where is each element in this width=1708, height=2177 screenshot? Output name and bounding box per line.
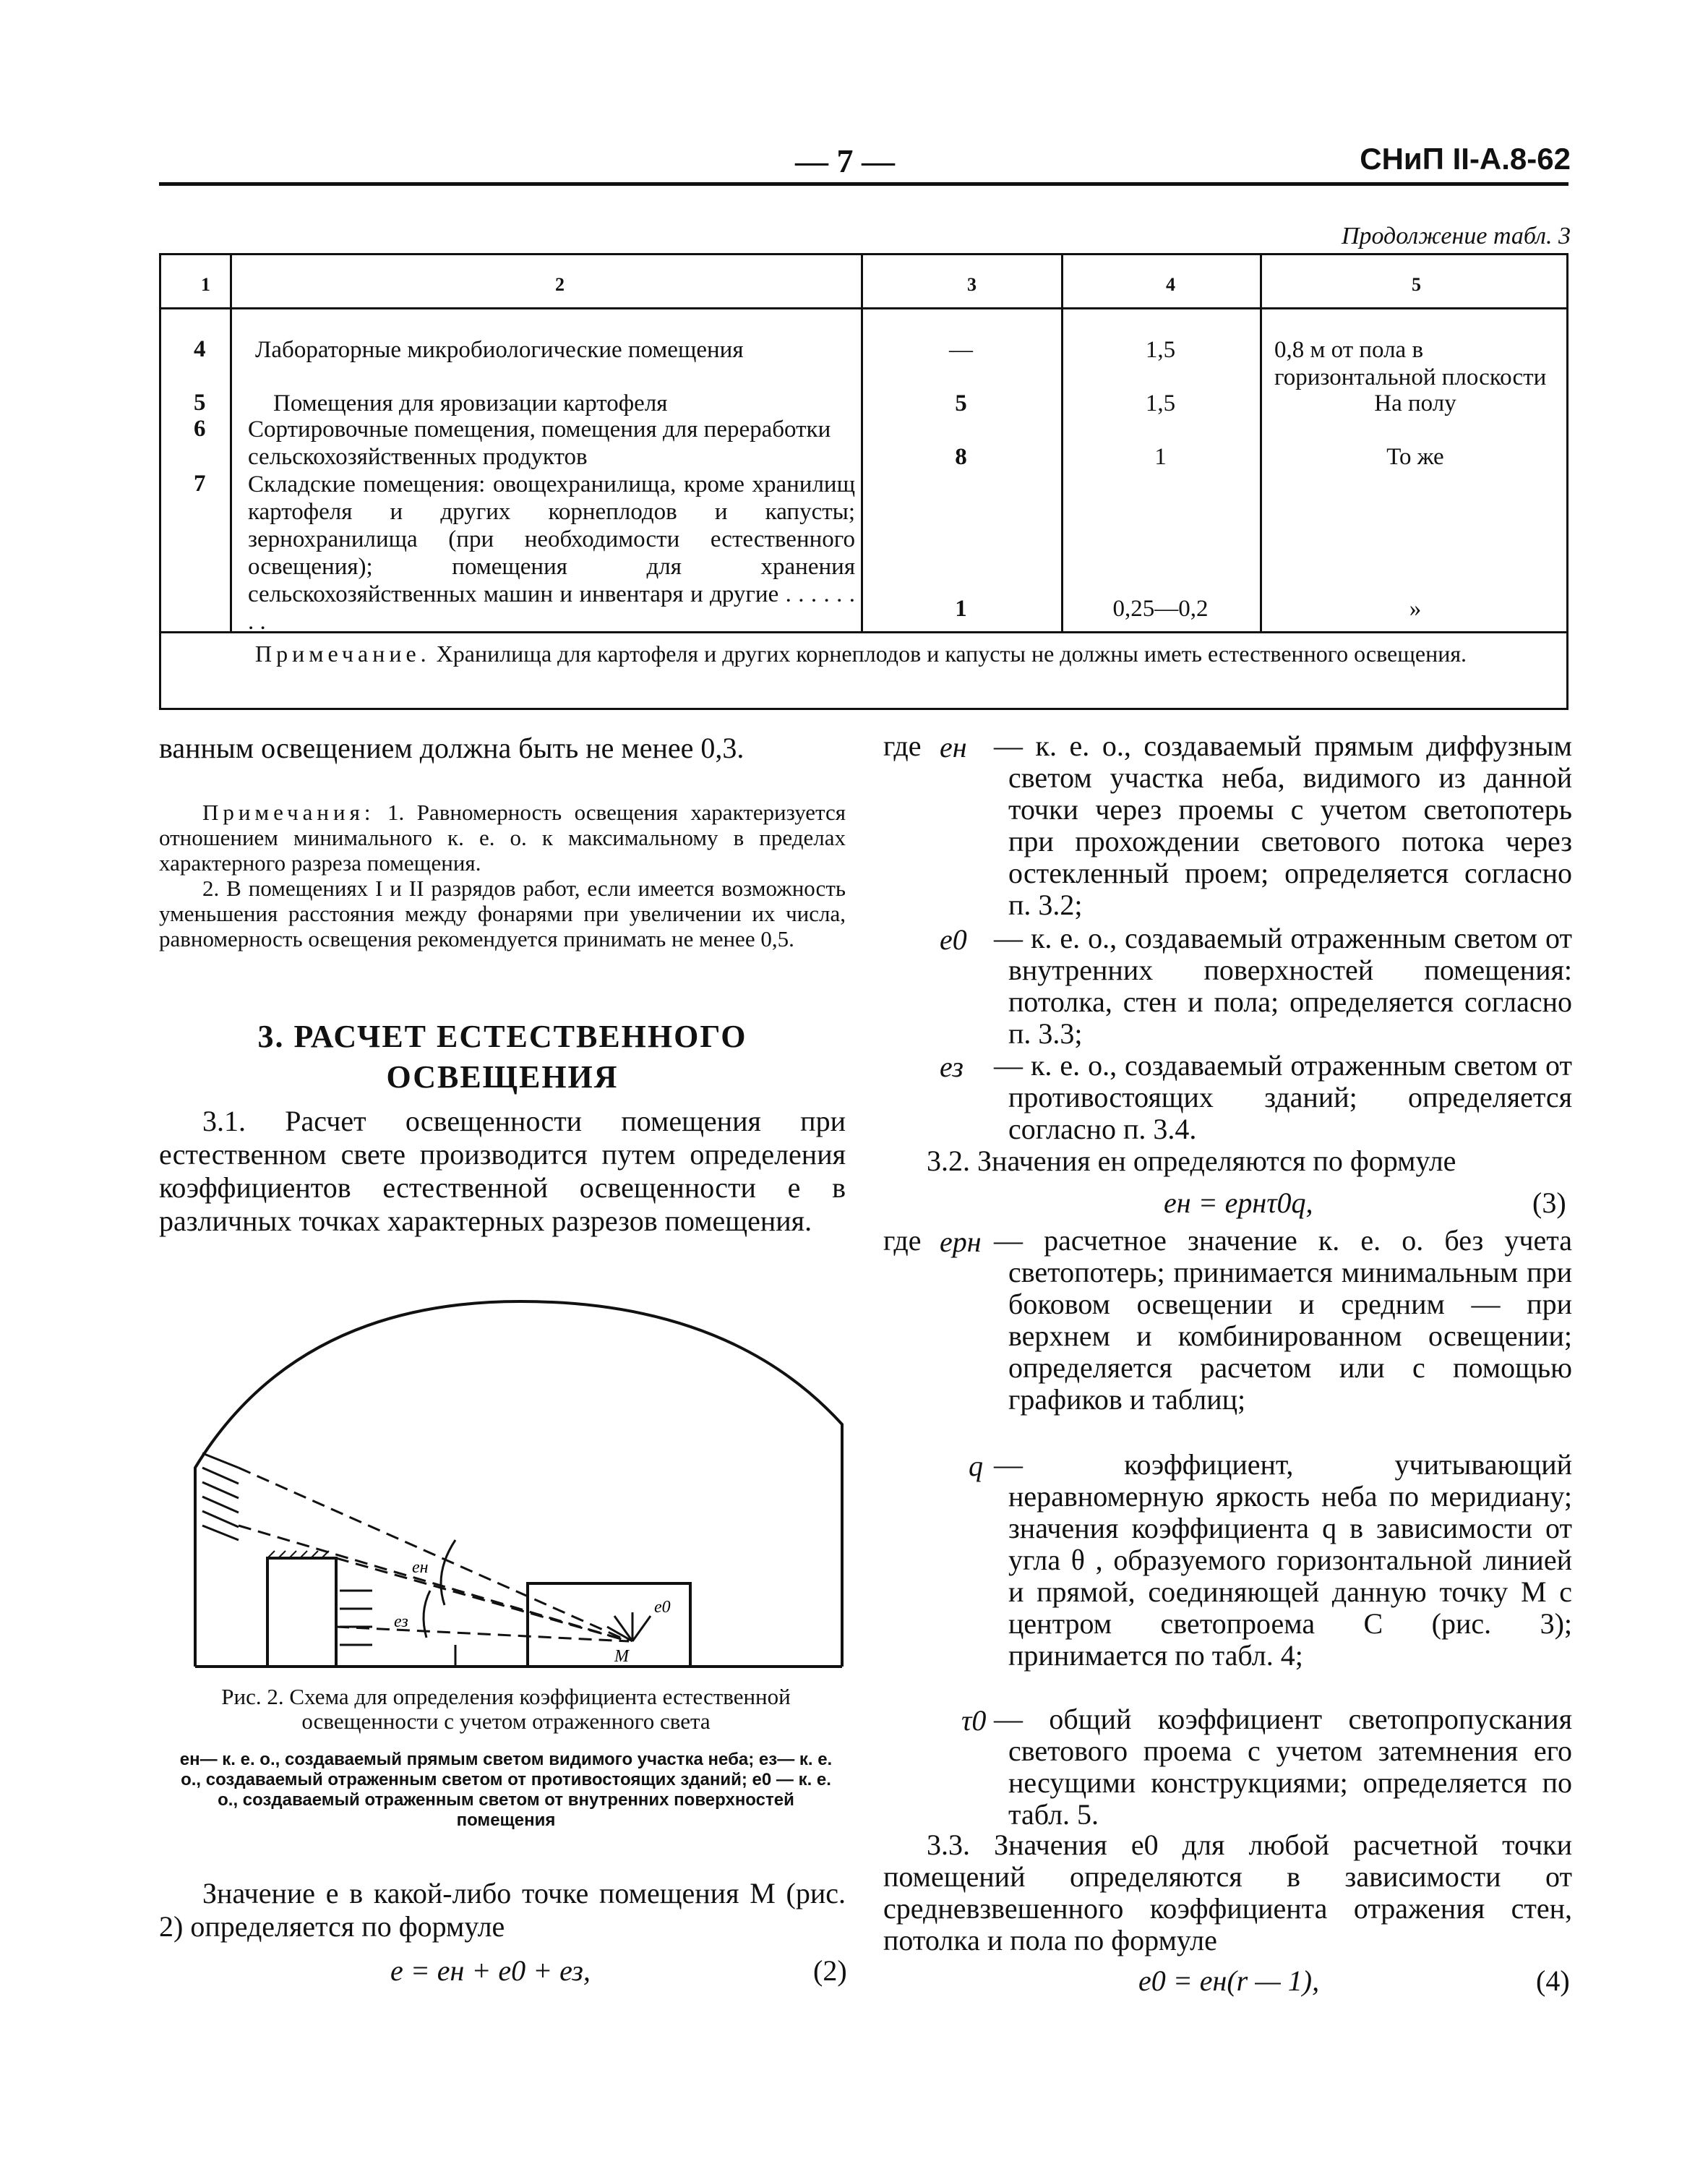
definition-t0: — общий коэффициент светопропускания светового проема с учетом затемнения его несущими конструкциями; определяется по табл. 5. xyxy=(994,1703,1572,1831)
notes-block xyxy=(159,800,846,951)
symbol-q: q xyxy=(969,1450,983,1482)
row-c3: — xyxy=(949,337,973,363)
formula-4: е0 = ен(r — 1), xyxy=(1138,1964,1320,1997)
page-number: — 7 — xyxy=(795,142,895,179)
window-hatching xyxy=(202,1453,239,1540)
row-c4: 1,5 xyxy=(1145,337,1176,363)
label-eo: е0 xyxy=(654,1598,671,1617)
row-c5: 0,8 м от пола в горизонтальной плоскости xyxy=(1274,337,1547,390)
symbol-en: ен xyxy=(940,731,967,764)
symbol-ez: ез xyxy=(940,1051,964,1083)
light-rays xyxy=(239,1468,629,1641)
definition-enr: — расчетное значение к. е. о. без учета светопотерь; принимается минимальным при боковом освещении и средним — при верхнем и комбинированном освещении; определяется расчетом или с помощью графиков и таблиц; xyxy=(994,1224,1572,1416)
equation-number-4: (4) xyxy=(1536,1964,1570,1997)
table-header-rule xyxy=(161,307,1566,309)
row-num: 6 xyxy=(194,416,206,442)
table-note-label: Примечание. xyxy=(255,641,431,667)
equation-number-2: (2) xyxy=(813,1954,847,1987)
symbol-enr: ерн xyxy=(940,1226,982,1258)
where-label-1: где xyxy=(883,730,922,762)
note-1: 1. Равномерность освещения характеризуется отношением минимального к. е. о. к максимальному в пределах характерного разреза помещения. xyxy=(159,800,846,876)
reflected-arrows xyxy=(340,1591,372,1645)
col-header-2: 2 xyxy=(555,274,565,295)
definition-e0: — к. е. о., создаваемый отраженным светом от внутренних поверхностей помещения: потолка, стен и пола; определяется согласно п. 3.3; xyxy=(994,922,1572,1050)
table-3-continuation xyxy=(159,253,1568,710)
col-header-5: 5 xyxy=(1412,274,1421,295)
figure-2-caption: Рис. 2. Схема для определения коэффициента естественной освещенности с учетом отраженного света xyxy=(221,1684,791,1734)
angle-arc-en xyxy=(441,1540,455,1605)
paragraph-value-e: Значение е в какой-либо точке помещения М (рис. 2) определяется по формуле xyxy=(159,1877,846,1943)
row-c3: 5 xyxy=(955,390,967,416)
paragraph-3-2: 3.2. Значения ен определяются по формуле xyxy=(927,1145,1456,1177)
row-name: Лабораторные микробиологические помещения xyxy=(255,337,744,363)
note-2: 2. В помещениях I и II разрядов работ, если имеется возможность уменьшения расстояния между фонарями при увеличении их числа, равномерность освещения рекомендуется принимать не менее 0,5. xyxy=(159,876,846,951)
col-header-3: 3 xyxy=(967,274,977,295)
figure-2-diagram xyxy=(181,1287,860,1692)
dome-outline xyxy=(195,1301,842,1667)
table-vline xyxy=(230,255,232,631)
row-c3: 1 xyxy=(955,596,967,622)
col-header-1: 1 xyxy=(201,274,210,295)
left-para-continuation: ванным освещением должна быть не менее 0,3. xyxy=(159,732,744,764)
formula-2: е = ен + е0 + ез, xyxy=(390,1954,591,1987)
paragraph-3-3: 3.3. Значения е0 для любой расчетной точки помещений определяются в зависимости от средневзвешенного коэффициента отражения стен, потолка и пола по формуле xyxy=(883,1829,1572,1956)
label-m: М xyxy=(614,1647,629,1666)
row-name: Помещения для яровизации картофеля xyxy=(273,390,668,416)
row-c4: 0,25—0,2 xyxy=(1112,596,1209,622)
row-num: 7 xyxy=(194,471,206,497)
equation-number-3: (3) xyxy=(1532,1186,1566,1219)
where-label-2: где xyxy=(883,1224,922,1257)
label-en: ен xyxy=(412,1558,429,1577)
section-title: 3. РАСЧЕТ ЕСТЕСТВЕННОГО ОСВЕЩЕНИЯ xyxy=(257,1019,747,1095)
paragraph-3-1: 3.1. Расчет освещенности помещения при естественном свете производится путем определения коэффициентов естественной освещенности е в различных точках характерных разрезов помещения. xyxy=(159,1105,846,1237)
header-rule xyxy=(159,182,1568,186)
table-continuation-label: Продолжение табл. 3 xyxy=(1341,223,1571,249)
row-c5: » xyxy=(1409,596,1422,622)
symbol-e0: е0 xyxy=(940,923,967,956)
definition-en: — к. е. о., создаваемый прямым диффузным светом участка неба, видимого из данной точки через проемы с учетом светопотерь при прохождении светового потока через остекленный проем; определяется согласно п. 3.2; xyxy=(994,730,1572,921)
row-c3: 8 xyxy=(955,444,967,470)
interior-box xyxy=(528,1583,690,1667)
row-c5: На полу xyxy=(1374,390,1456,416)
definition-ez: — к. е. о., создаваемый отраженным светом от противостоящих зданий; определяется согласно п. 3.4. xyxy=(994,1049,1572,1145)
figure-2-legend: ен— к. е. о., создаваемый прямым светом видимого участка неба; ез— к. е. о., создаваемый отраженным светом от противостоящих зданий; е0 — к. е. о., создаваемый отраженным светом от внутренних поверхностей помещения xyxy=(179,1750,833,1830)
table-note xyxy=(255,640,1556,667)
col-header-4: 4 xyxy=(1166,274,1175,295)
opposing-building xyxy=(267,1558,336,1667)
row-name: Складские помещения: овощехранилища, кроме хранилищ картофеля и других корнеплодов и капусты; зернохранилища (при необходимости естественного освещения); помещения для хранения сельскохозяйственных машин и инвентаря и другие . . . . . . . . xyxy=(248,471,855,635)
formula-3: ен = ернτ0q, xyxy=(1164,1186,1313,1219)
row-c5: То же xyxy=(1386,444,1444,470)
table-note-text: Хранилища для картофеля и других корнеплодов и капусты не должны иметь естественного освещения. xyxy=(436,641,1467,667)
row-c4: 1 xyxy=(1154,444,1167,470)
notes-label: Примечания: xyxy=(202,800,375,825)
row-name: Сортировочные помещения, помещения для переработки сельскохозяйственных продуктов xyxy=(248,416,831,470)
symbol-t0: τ0 xyxy=(961,1704,987,1737)
row-c4: 1,5 xyxy=(1145,390,1176,416)
row-num: 5 xyxy=(194,390,206,416)
row-num: 4 xyxy=(194,336,206,362)
document-code: СНиП II-А.8-62 xyxy=(1360,142,1571,176)
definition-q: — коэффициент, учитывающий неравномерную яркость неба по меридиану; значения коэффициента q в зависимости от угла θ , образуемого горизонтальной линией и прямой, соединяющей данную точку М с центром светопроема С (рис. 3); принимается по табл. 4; xyxy=(994,1448,1572,1672)
label-ez: ез xyxy=(394,1612,408,1631)
